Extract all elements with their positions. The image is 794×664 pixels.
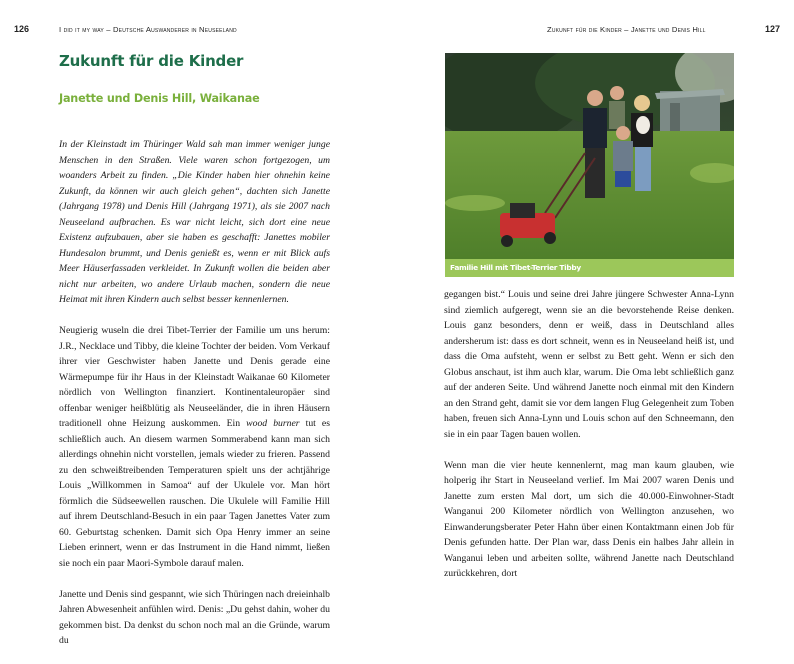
paragraph-text: tut es schließlich auch. An diesem warmen Sommerabend kann man sich allerdings ohnehin nicht vorstellen, jemals wieder zu frieren. Passend zu den schweißtreibenden Temperaturen spielt uns der achtjährige Louis „Willkommen in Samoa“ auf der Ukulele vor. Man hört förmlich die Südseewellen rauschen. Die Ukulele will Familie Hill auf ihrem Deutschland-Besuch in ein paar Tagen Janettes Vater zum 60. Geburtstag schenken. Damit sich Opa Henry immer an seine Lieben erinnert, wenn er das Instrument in die Hand nimmt, ließen sie noch ein paar Maori-Symbole darauf malen. bbox=[59, 418, 330, 569]
intro-paragraph: In der Kleinstadt im Thüringer Wald sah man immer weniger junge Menschen in den Straßen. Viele waren schon fortgezogen, um woanders Arbeit zu finden. „Die Kinder haben hier ohnehin keine Zukunft, da können wir auch gleich gehen“, dachten sich Janette (Jahrgang 1978) und Denis Hill (Jahrgang 1971), als sie 2007 nach Neuseeland aufbrachen. Es war nicht leicht, sich dort eine neue Existenz aufzubauen, aber sie haben es geschafft: Janettes mobiler Hundesalon brummt, und Denis genießt es, wenn er mit Blick aufs Meer Häuserfassaden verkleidet. In Zukunft wollen die beiden aber nicht nur arbeiten, wo andere Urlaub machen, sondern die neue Heimat mit ihren Kindern auch selbst besser kennenlernen. bbox=[59, 139, 330, 305]
right-page bbox=[397, 0, 794, 579]
right-body-text bbox=[444, 287, 734, 597]
family-photo bbox=[445, 53, 734, 277]
chapter-title: Zukunft für die Kinder bbox=[59, 52, 244, 70]
chapter-subtitle: Janette und Denis Hill, Waikanae bbox=[59, 92, 260, 105]
running-head-left: I did it my way – Deutsche Auswanderer in Neuseeland bbox=[59, 25, 237, 34]
left-body-text bbox=[59, 137, 330, 664]
running-head-right: Zukunft für die Kinder – Janette und Denis Hill bbox=[547, 25, 706, 34]
body-paragraph-4: Wenn man die vier heute kennenlernt, mag man kaum glauben, wie holperig ihr Start in Neuseeland verlief. Im Mai 2007 waren Denis und Janette zum ersten Mal dort, um sich die 40.000-Einwohner-Stadt Wanganui 200 Kilometer nördlich von Wellington anzusehen, wo Einwanderungsberater Peter Hahn über einen Kontaktmann einen Job für Denis gefunden hatte. Der Plan war, dass Denis ein halbes Jahr allein in Wanganui leben und arbeiten sollte, während Janette nach Deutschland zurückkehren, dort bbox=[444, 459, 734, 579]
left-page bbox=[0, 0, 397, 646]
body-paragraph-2: Janette und Denis sind gespannt, wie sich Thüringen nach dreieinhalb Jahren Abwesenheit anfühlen wird. Denis: „Du gehst dahin, woher du gekommen bist. Da denkst du schon noch mal an die Gründe, warum du bbox=[59, 588, 330, 646]
emphasis-term: wood burner bbox=[246, 418, 300, 429]
page-number-right: 127 bbox=[765, 24, 781, 34]
photo-caption: Familie Hill mit Tibet-Terrier Tibby bbox=[445, 259, 734, 277]
paragraph-text: Neugierig wuseln die drei Tibet-Terrier der Familie um uns herum: J.R., Necklace und Tibby, die kleine Tochter der beiden. Vom Verkauf ihrer vier Geschwister haben Janette und Denis gerade eine Wärmepumpe für ihr Haus in der Kleinstadt Waikanae 60 Kilometer nördlich von Wellington finanziert. Kontinentaleuropäer sind offenbar weniger heißblütig als Neuseeländer, die in ihren Häusern traditionell ohne Heizung auskommen. Ein bbox=[59, 325, 330, 429]
body-paragraph-1 bbox=[59, 323, 330, 571]
page-number-left: 126 bbox=[14, 24, 30, 34]
photo-image bbox=[445, 53, 734, 259]
body-paragraph-3: gegangen bist.“ Louis und seine drei Jahre jüngere Schwester Anna-Lynn sind ziemlich aufgeregt, wenn sie an die bevorstehende Reise denken. Louis ganz besonders, denn er weiß, dass in Deutschland alles andersherum ist: dass es dort schneit, wenn es in Neuseeland heiß ist, und dass die Oma aufsteht, wenn er selbst zu Bett geht. Wenn er sich den Globus anschaut, ist ihm auch klar, warum. Die Oma lebt schließlich ganz auf der anderen Seite. Und während Janette noch einmal mit den Kindern an den Strand geht, damit sie vor dem langen Flug Gelegenheit zum Toben haben, freuen sich Anna-Lynn und Louis schon auf den Schneemann, den sie in ein paar Tagen bauen wollen. bbox=[444, 289, 734, 440]
